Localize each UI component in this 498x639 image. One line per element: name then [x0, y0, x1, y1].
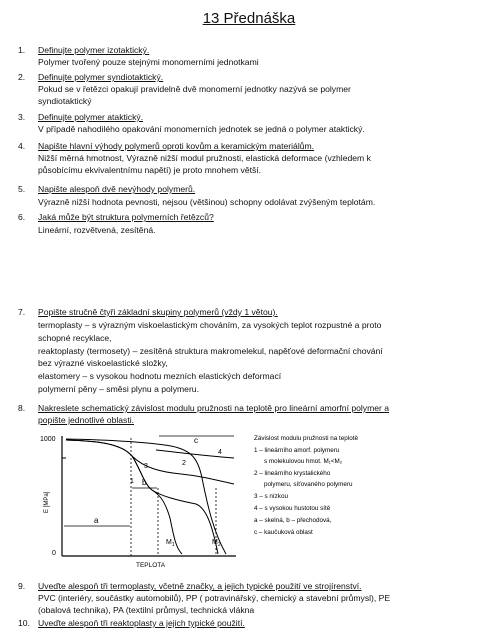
region-label-b: b — [142, 478, 147, 487]
legend-line: polymeru, síťovaného polymeru — [264, 481, 353, 488]
answer-5 — [38, 196, 478, 208]
region-label-c: c — [194, 436, 198, 445]
curve-4 — [156, 450, 234, 458]
legend-line: c – kaučuková oblast — [254, 529, 313, 536]
answer-line: PVC (interiéry, součástky automobilů), PP ( potravinářský, chemický a stavební průmysl), PE — [38, 593, 391, 603]
question-number: 6. — [18, 212, 26, 222]
question-number: 1. — [18, 45, 26, 55]
question-number: 3. — [18, 112, 26, 122]
region-label-a: a — [94, 516, 99, 525]
question-text: Uveďte alespoň tři reaktoplasty a jejich typické použití. — [38, 618, 245, 628]
answer-line: V případě nahodilého opakování monomerních jednotek se jedná o polymer ataktický. — [38, 124, 365, 134]
answer-line: schopné recyklace, — [38, 332, 112, 343]
question-number: 10. — [18, 618, 30, 628]
legend-line: s molekulovou hmot. M₁<M₂ — [264, 458, 343, 465]
answer-line: Výrazně nižší hodnota pevnosti, nejsou (většinou) schopny odolávat zvýšeným teplotám. — [38, 197, 376, 207]
m2-label: $M_2$ — [212, 539, 221, 548]
question-number: 8. — [18, 403, 26, 413]
answer-line: polymerní pěny – směsi plynu a polymeru. — [38, 383, 199, 394]
answer-line: Lineární, rozvětvená, zesítěná. — [38, 225, 156, 235]
answer-line: (obalová technika), PA (textilní průmysl, technická vlákna — [38, 605, 255, 615]
answer-line: termoplasty – s výrazným viskoelastickým chováním, za vysokých teplot rozpustné a proto — [38, 320, 382, 330]
legend-line: 4 – s vysokou hustotou sítě — [254, 505, 331, 512]
question-text: Popište stručně čtyři základní skupiny polymerů (vždy 1 větou). — [38, 307, 278, 317]
answer-2 — [38, 83, 478, 107]
curve-label-4: 4 — [218, 449, 222, 456]
question-text: Napište hlavní výhody polymerů oproti kovům a keramickým materiálům. — [38, 141, 315, 151]
answer-line: Nižší měrná hmotnost, Výrazně nižší modul pružnosti, elastická deformace (vzhledem k — [38, 153, 371, 163]
question-text: Definujte polymer ataktický. — [38, 112, 144, 122]
legend-line: Závislost modulu pružnosti na teplotě — [254, 435, 358, 442]
legend-line: a – skelná, b – přechodová, — [254, 517, 332, 524]
answer-9 — [38, 592, 478, 616]
answer-7 — [38, 319, 478, 396]
y-tick-label-bottom: 0 — [52, 550, 56, 557]
answer-3 — [38, 123, 478, 135]
question-text: Uveďte alespoň tři termoplasty, včetně značky, a jejich typické použití ve strojírenství. — [38, 581, 362, 591]
answer-line: syndiotaktický — [38, 96, 92, 106]
legend-line: 3 – s nízkou — [254, 493, 288, 500]
question-text: Jaká může být struktura polymerních řetězců? — [38, 212, 214, 222]
answer-1 — [38, 56, 478, 68]
curve-label-2: 2 — [182, 460, 186, 467]
answer-line: Pokud se v řetězci opakují pravidelně dvě monomerní jednotky nazývá se polymer — [38, 84, 351, 94]
answer-line: působícímu ekvivalentnímu napětí) je proto mnohem větší. — [38, 165, 262, 175]
x-axis-label: TEPLOTA — [136, 562, 166, 569]
figure-svg — [36, 428, 456, 578]
curve-1-m1 — [66, 440, 182, 554]
curve-label-3: 3 — [144, 463, 148, 470]
m1-label: $M_1$ — [166, 539, 175, 548]
question-text: popište jednotlivé oblasti. — [38, 415, 135, 425]
question-text: Definujte polymer syndiotaktický. — [38, 72, 164, 82]
question-number: 2. — [18, 72, 26, 82]
figure-legend — [254, 435, 358, 536]
answer-line: Polymer tvořený pouze stejnými monomerními jednotkami — [38, 57, 259, 67]
answer-line: elastomery – s vysokou hodnotu mezních elastických deformací — [38, 371, 282, 382]
question-number: 9. — [18, 581, 26, 591]
curve-label-1: 1 — [130, 478, 134, 485]
question-number: 5. — [18, 184, 26, 194]
answer-line: bez výrazné viskoelastické složky, — [38, 358, 168, 369]
question-text: Nakreslete schematický závislost modulu pružnosti na teplotě pro lineární amorfní polymer a — [38, 403, 390, 413]
question-text: Napište alespoň dvě nevýhody polymerů. — [38, 184, 196, 194]
question-text: Definujte polymer izotaktický. — [38, 45, 150, 55]
y-tick-label-top: 1000 — [40, 436, 56, 443]
legend-line: 2 – lineárního krystalického — [254, 470, 331, 477]
answer-6 — [38, 224, 478, 236]
modulus-temperature-figure — [36, 428, 456, 578]
answer-4 — [38, 152, 478, 176]
curve-1 — [66, 440, 218, 554]
question-number: 7. — [18, 307, 26, 317]
answer-line: reaktoplasty (termosety) – zesítěná struktura makromelekul, napěťové deformační chování — [38, 345, 383, 356]
page-title: 13 Přednáška — [202, 10, 296, 27]
curve-2 — [66, 439, 226, 554]
question-number: 4. — [18, 141, 26, 151]
legend-line: 1 – lineárního amorf. polymeru — [254, 447, 340, 454]
y-axis-label: E [MPa] — [44, 491, 50, 513]
